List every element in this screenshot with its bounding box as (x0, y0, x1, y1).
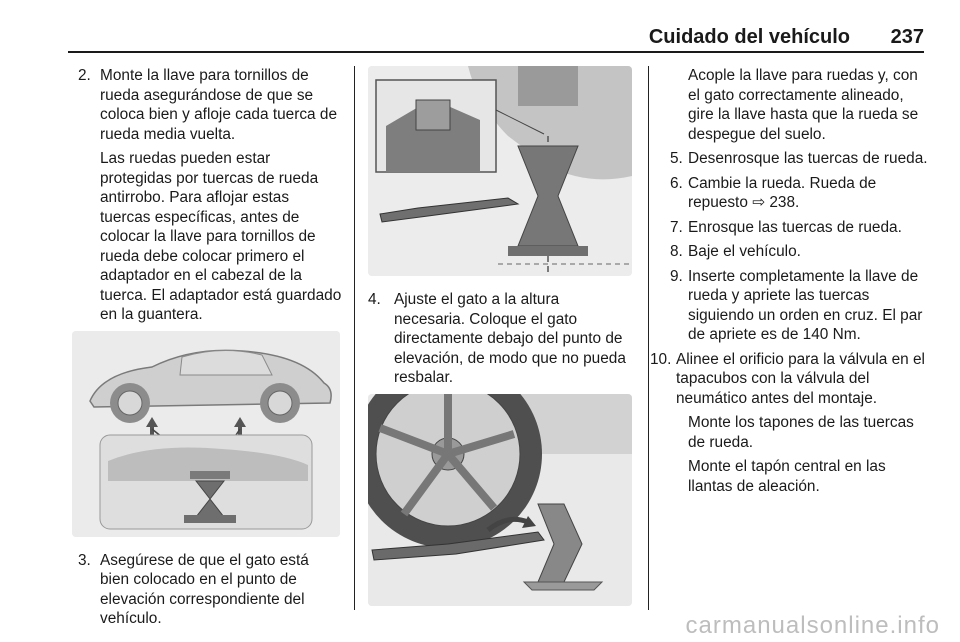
step-text: Alinee el orificio para la válvula en el tapacubos con la válvula del neumático antes del montaje. (676, 350, 925, 407)
left-column (78, 66, 342, 634)
step-2 (78, 66, 342, 144)
step-8 (662, 242, 928, 262)
page-header-title: Cuidado del vehículo (648, 26, 850, 48)
step-number: 7. (670, 218, 683, 236)
jack-raising-illustration (368, 394, 632, 606)
step-number: 4. (368, 291, 381, 308)
step-number: 9. (670, 267, 683, 285)
step-10-note-2: Monte el tapón central en las llantas de aleación. (688, 458, 886, 495)
step-text: Inserte completamente la llave de rueda y apriete las tuercas siguiendo un orden en cruz. El par de apriete es de 140 Nm. (688, 267, 923, 343)
step-4 (368, 290, 632, 388)
step-number: 5. (670, 150, 683, 167)
step-10-note-1: Monte los tapones de las tuercas de rueda. (688, 414, 914, 451)
page-reference-link[interactable]: 238. (769, 194, 800, 211)
page-number: 237 (890, 26, 924, 48)
antitheft-note: Las ruedas pueden estar protegidas por tuercas de rueda antirrobo. Para aflojar estas tuercas específicas, antes de colocar la llave para tornillos de rueda debe colocar primero el adaptador en el cabezal de la tuerca. El adaptador está guardado en la guantera. (100, 150, 342, 323)
step-text: Asegúrese de que el gato está bien colocado en el punto de elevación correspondiente del vehículo. (100, 551, 309, 627)
step-text: Desenrosque las tuercas de rueda. (688, 150, 928, 167)
header-rule (68, 51, 924, 53)
column-divider-2 (648, 66, 649, 610)
step-text: Cambie la rueda. Rueda de repuesto (688, 174, 877, 211)
step-number: 2. (78, 67, 91, 84)
middle-column (368, 66, 632, 606)
step-number: 3. (78, 551, 91, 569)
step-9 (662, 267, 928, 345)
intro-paragraph: Acople la llave para ruedas y, con el gato correctamente alineado, gire la llave hasta que la rueda se despegue del suelo. (688, 67, 919, 143)
step-6 (662, 174, 928, 213)
jack-alignment-illustration (368, 66, 632, 276)
page-reference-arrow-icon: ⇨ (752, 194, 766, 211)
step-5 (662, 149, 928, 169)
step-text: Ajuste el gato a la altura necesaria. Coloque el gato directamente debajo del punto de elevación, de modo que no pueda resbalar. (394, 291, 626, 386)
step-text: Monte la llave para tornillos de rueda asegurándose de que se coloca bien y afloje cada tuerca de rueda media vuelta. (100, 67, 337, 143)
step-text: Enrosque las tuercas de rueda. (688, 218, 902, 236)
car-lifting-points-illustration (72, 331, 340, 537)
step-10 (650, 350, 928, 409)
step-7 (662, 218, 928, 238)
step-3 (78, 551, 342, 629)
step-text: Baje el vehículo. (688, 243, 801, 260)
right-column (650, 66, 928, 501)
column-divider-1 (354, 66, 355, 610)
step-number: 10. (650, 350, 672, 368)
step-number: 6. (670, 174, 683, 192)
watermark: carmanualsonline.info (685, 612, 940, 639)
step-number: 8. (670, 243, 683, 260)
